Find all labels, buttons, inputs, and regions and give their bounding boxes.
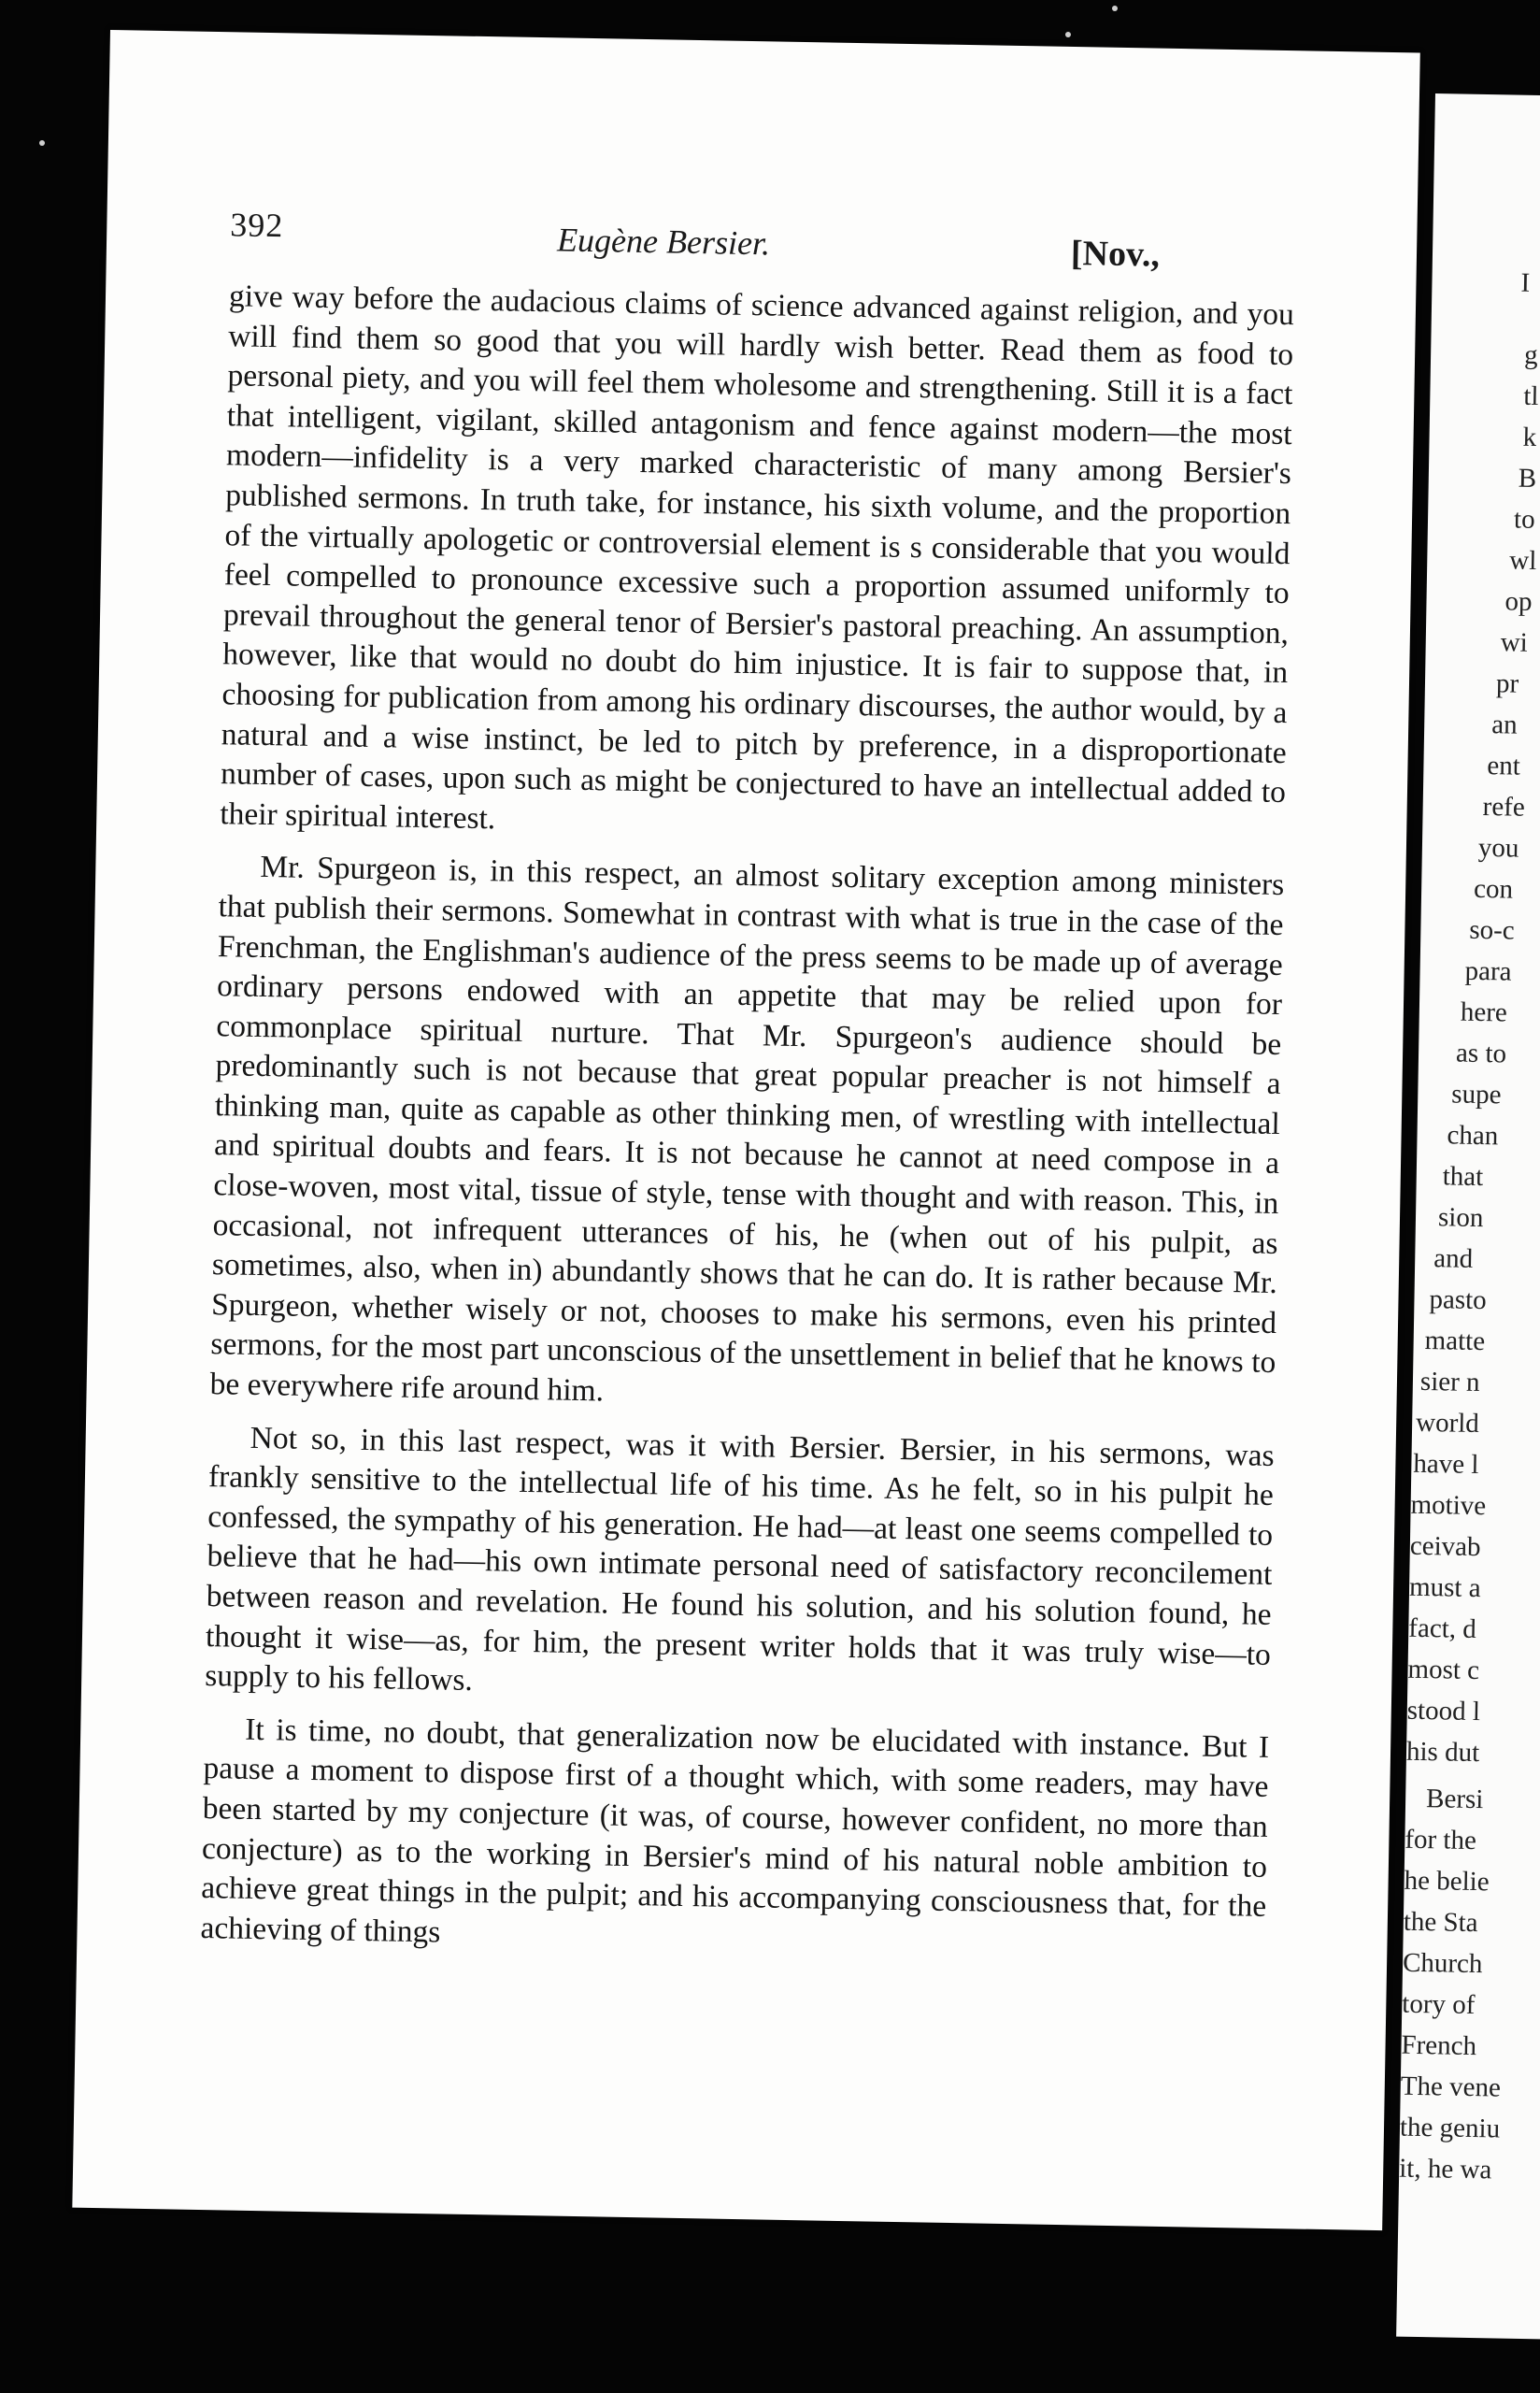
paragraph: It is time, no doubt, that generalization now be elucidated with instance. But I pause a moment to dispose first of a thought which, with some readers, may have been started by my conjecture (it was, of course, however confident, no more than conjecture) as to the working in Bersier's mind of his natural noble ambition to achieve great things in the pulpit; and his accompanying consciousness that, for the achieving of things <box>200 1712 1270 1950</box>
line-fragment: op <box>1504 586 1533 617</box>
line-fragment: as to <box>1455 1038 1507 1069</box>
line-fragment: wl <box>1509 545 1537 576</box>
line-fragment: must a <box>1408 1571 1481 1604</box>
line-fragment: fact, d <box>1408 1612 1477 1645</box>
line-fragment: here <box>1460 996 1508 1028</box>
line-fragment: that <box>1442 1161 1484 1193</box>
line-fragment: con <box>1473 873 1514 905</box>
line-fragment: French <box>1401 2029 1477 2062</box>
line-fragment: supe <box>1451 1079 1502 1111</box>
line-fragment: k <box>1522 422 1537 452</box>
line-fragment: Church <box>1402 1947 1483 1980</box>
line-fragment: an <box>1490 709 1518 740</box>
line-fragment: tl <box>1523 380 1539 411</box>
left-page <box>72 30 1419 2230</box>
line-fragment: tory of <box>1402 1988 1476 2021</box>
paragraph: Mr. Spurgeon is, in this respect, an almost solitary exception among ministers that publish their sermons. Somewhat in contrast with what is true in the case of the Frenchman, the Englishman's audience of the press seems to be made up of average ordinary persons endowed with an appetite that may be relied upon for commonplace spiritual nurture. That Mr. Spurgeon's audience should be predominantly such is not because that great popular preacher is not himself a thinking man, quite as capable as other thinking men, of wrestling with intellectual and spiritual doubts and fears. It is not because he cannot at need compose in a close-woven, most vital, tissue of style, tense with thought and with reason. This, in occasional, not infrequent utterances of his, he (when out of his pulpit, as sometimes, also, when in) abundantly shows that he can do. It is rather because Mr. Spurgeon, whether wisely or not, chooses to make his sermons, even his printed sermons, for the most part unconscious of the unsettlement in belief that he knows to be everywhere rife around him. <box>209 850 1285 1409</box>
line-fragment: ceivab <box>1409 1530 1481 1563</box>
dust-speck <box>1112 6 1118 11</box>
line-fragment: pasto <box>1429 1284 1487 1316</box>
dust-speck <box>1065 32 1071 37</box>
line-fragment: para <box>1464 955 1512 987</box>
running-header <box>230 205 1352 290</box>
line-fragment: sier n <box>1419 1366 1480 1398</box>
line-fragment: world <box>1415 1407 1480 1440</box>
line-fragment: most c <box>1407 1654 1480 1686</box>
line-fragment: ent <box>1487 751 1521 781</box>
line-fragment: the Sta <box>1403 1906 1478 1939</box>
dust-speck <box>39 140 45 146</box>
line-fragment: g <box>1523 339 1538 370</box>
line-fragment: it, he wa <box>1398 2153 1492 2185</box>
line-fragment: The vene <box>1400 2071 1502 2103</box>
line-fragment: and <box>1433 1243 1474 1274</box>
line-fragment: so-c <box>1469 914 1515 946</box>
line-fragment: Bersi <box>1425 1784 1484 1815</box>
line-fragment: you <box>1477 832 1519 864</box>
line-fragment: pr <box>1495 668 1519 699</box>
issue-month: [Nov., <box>1070 233 1161 275</box>
line-fragment: stood l <box>1406 1695 1481 1727</box>
line-fragment: wi <box>1500 627 1529 658</box>
line-fragment: B <box>1518 463 1537 494</box>
line-fragment: the geniu <box>1399 2112 1501 2144</box>
line-fragment: have l <box>1413 1448 1479 1481</box>
article-body <box>200 277 1294 1967</box>
line-fragment: refe <box>1482 792 1526 823</box>
line-fragment: his dut <box>1405 1736 1480 1769</box>
line-fragment: motive <box>1410 1489 1487 1522</box>
line-fragment: chan <box>1447 1120 1499 1152</box>
line-fragment: I <box>1520 267 1531 298</box>
running-title: Eugène Bersier. <box>556 221 771 263</box>
line-fragment: to <box>1513 504 1535 535</box>
paragraph: give way before the audacious claims of science advanced against religion, and you will find them so good that you will hardly wish better. Read them as food to personal piety, and you will feel them wholesome and strengthening. Still it is a fact that intelligent, vigilant, skilled antagonism and fence against modern—the most modern—infidelity is a very marked characteristic of many among Bersier's published sermons. In truth take, for instance, his sixth volume, and the proportion of the virtually apologetic or controversial element is s considerable that you would feel compelled to pronounce excessive such a proportion assumed uniformly to prevail throughout the general tenor of Bersier's pastoral preaching. An assumption, however, like that would no doubt do him injustice. It is fair to suppose that, in choosing for publication from among his ordinary discourses, the author would, by a natural and a wise instinct, be led to pitch by preference, in a disproportionate number of cases, upon such as might be conjectured to have an intellectual added to their spiritual interest. <box>220 279 1295 837</box>
line-fragment: matte <box>1424 1325 1486 1357</box>
line-fragment: for the <box>1405 1824 1477 1856</box>
page-number: 392 <box>230 206 284 245</box>
paragraph: Not so, in this last respect, was it with Bersier. Bersier, in his sermons, was frankly sensitive to the intellectual life of his time. As he felt, so in his pulpit he confessed, the sympathy of his generation. He had—at least one seems compelled to believe that he had—his own intimate personal need of satisfactory reconcilement between reason and revelation. He found his solution, and his solution found, he thought it wise—as, for him, the present writer holds that it was truly wise—to supply to his fellows. <box>204 1420 1275 1698</box>
facing-page-edge <box>1396 93 1540 2340</box>
line-fragment: sion <box>1437 1202 1484 1234</box>
line-fragment: he belie <box>1404 1865 1490 1898</box>
